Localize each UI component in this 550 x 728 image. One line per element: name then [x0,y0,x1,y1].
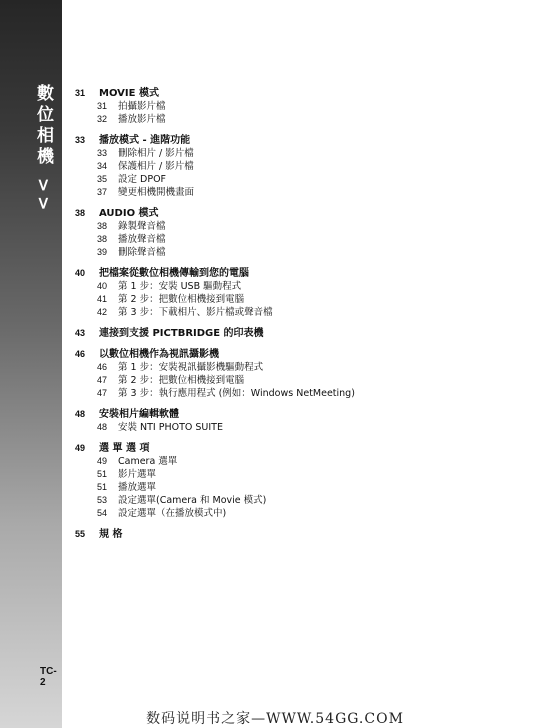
toc-entry[interactable] [75,145,535,158]
toc-entry[interactable] [75,244,535,257]
toc-section [75,264,535,317]
entry-page-number: 51 [97,482,108,492]
entry-title: 變更相機開機畫面 [118,187,195,198]
section-page-number: 49 [75,443,86,453]
entry-page-number: 35 [97,174,108,184]
section-title-text: 把檔案從數位相機傳輸到您的電腦 [99,268,249,279]
section-title-text: 播放模式 - 進階功能 [99,135,191,146]
section-page-number: 40 [75,268,86,278]
toc-entry[interactable] [75,359,535,372]
entry-page-number: 39 [97,247,108,257]
toc-entry[interactable] [75,291,535,304]
section-title-text: 以數位相機作為視訊攝影機 [99,349,219,360]
toc-section [75,525,535,539]
toc-section [75,84,535,124]
entry-page-number: 40 [97,281,108,291]
section-page-number: 43 [75,328,86,338]
entry-title: 第 2 步：把數位相機接到電腦 [118,294,245,305]
toc-entry[interactable] [75,98,535,111]
entry-page-number: 31 [97,101,108,111]
entry-title: 第 3 步：下載相片、影片檔或聲音檔 [118,307,273,318]
entry-title: 保護相片 / 影片檔 [118,161,194,172]
entry-title: 設定選單（在播放模式中) [118,508,227,519]
page-number: TC-2 [40,666,57,688]
entry-title: 安裝 NTI PHOTO SUITE [118,422,223,433]
section-page-number: 31 [75,88,86,98]
toc-entry[interactable] [75,505,535,518]
entry-page-number: 47 [97,375,108,385]
toc-section [75,439,535,518]
toc-section-heading[interactable] [75,525,535,539]
entry-page-number: 46 [97,362,108,372]
entry-title: Camera 選單 [118,456,178,467]
section-page-number: 33 [75,135,86,145]
entry-page-number: 47 [97,388,108,398]
entry-page-number: 33 [97,148,108,158]
entry-title: 錄製聲音檔 [118,221,166,232]
toc-section [75,345,535,398]
entry-title: 第 3 步：執行應用程式 (例如：Windows NetMeeting) [118,388,355,399]
entry-title: 第 2 步：把數位相機接到電腦 [118,375,245,386]
entry-title: 刪除相片 / 影片檔 [118,148,194,159]
entry-page-number: 51 [97,469,108,479]
entry-title: 拍攝影片檔 [118,101,166,112]
section-title-text: MOVIE 模式 [99,88,159,99]
toc-section-heading[interactable] [75,131,535,145]
toc-entry[interactable] [75,304,535,317]
entry-page-number: 38 [97,234,108,244]
section-title-text: 連接到支援 PICTBRIDGE 的印表機 [99,328,264,339]
section-title: 數位相機 >> [33,84,53,215]
toc-entry[interactable] [75,184,535,197]
section-page-number: 46 [75,349,86,359]
entry-page-number: 49 [97,456,108,466]
entry-page-number: 48 [97,422,108,432]
toc-section-heading[interactable] [75,324,535,338]
section-page-number: 55 [75,529,86,539]
sidebar [0,0,62,728]
entry-title: 第 1 步：安裝 USB 驅動程式 [118,281,242,292]
toc-section-heading[interactable] [75,345,535,359]
entry-title: 設定選單(Camera 和 Movie 模式) [118,495,267,506]
entry-title: 播放影片檔 [118,114,166,125]
toc-entry[interactable] [75,372,535,385]
entry-title: 播放聲音檔 [118,234,166,245]
entry-page-number: 34 [97,161,108,171]
entry-title: 設定 DPOF [118,174,167,185]
toc-section [75,131,535,197]
entry-page-number: 53 [97,495,108,505]
toc-entry[interactable] [75,218,535,231]
section-title-text: AUDIO 模式 [99,208,159,219]
entry-title: 播放選單 [118,482,157,493]
toc-entry[interactable] [75,453,535,466]
toc-section [75,405,535,432]
section-page-number: 38 [75,208,86,218]
entry-title: 影片選單 [118,469,157,480]
footer-watermark: 数码说明书之家—WWW.54GG.COM [146,711,404,727]
toc-section-heading[interactable] [75,264,535,278]
toc-section-heading[interactable] [75,439,535,453]
entry-title: 刪除聲音檔 [118,247,166,258]
toc-entry[interactable] [75,158,535,171]
toc-entry[interactable] [75,492,535,505]
toc-entry[interactable] [75,466,535,479]
entry-page-number: 42 [97,307,108,317]
entry-title: 第 1 步：安裝視訊攝影機驅動程式 [118,362,264,373]
table-of-contents [75,84,535,546]
section-title-text: 安裝相片編輯軟體 [99,409,179,420]
toc-section [75,324,535,338]
section-title-text: 規 格 [99,529,123,540]
toc-entry[interactable] [75,479,535,492]
toc-section-heading[interactable] [75,204,535,218]
toc-section-heading[interactable] [75,84,535,98]
toc-entry[interactable] [75,171,535,184]
toc-entry[interactable] [75,111,535,124]
toc-entry[interactable] [75,231,535,244]
entry-page-number: 37 [97,187,108,197]
entry-page-number: 32 [97,114,108,124]
toc-entry[interactable] [75,419,535,432]
entry-page-number: 38 [97,221,108,231]
section-title-text: 選 單 選 項 [99,443,150,454]
entry-page-number: 41 [97,294,108,304]
toc-entry[interactable] [75,278,535,291]
toc-section-heading[interactable] [75,405,535,419]
section-page-number: 48 [75,409,86,419]
entry-page-number: 54 [97,508,108,518]
toc-section [75,204,535,257]
toc-entry[interactable] [75,385,535,398]
